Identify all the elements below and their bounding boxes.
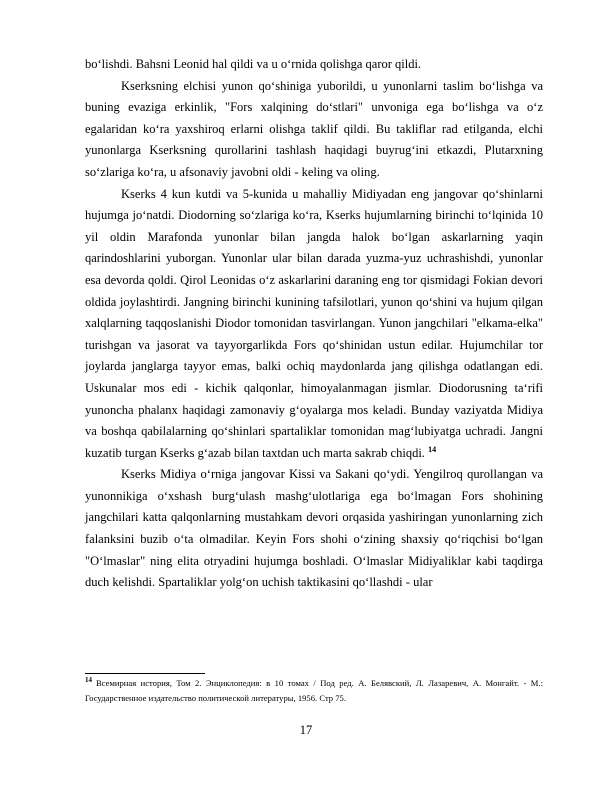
body-text [85, 54, 543, 594]
footnote-reference[interactable]: 14 [428, 444, 437, 454]
paragraph-3-text: Kserks 4 kun kutdi va 5-kunida u mahalliy Midiyadan eng jangovar qo‘shinlarni hujumga jo‘natdi. Diodorning so‘zlariga ko‘ra, Kserks hujumlarning birinchi to‘lqinida 10 yil oldin Marafonda yunonlar bilan jangda halok bo‘lgan askarlarning yaqin qarindoshlarini yuborgan. Yunonlar ular bilan darada yuzma-yuz uchrashishdi, yunonlar esa devorda qoldi. Qirol Leonidas o‘z askarlarini daraning eng tor qismidagi Fokian devori oldida joylashtirdi. Jangning birinchi kunining tafsilotlari, yunon qo‘shini va hujum qilgan xalqlarning taqqoslanishi Diodor tomonidan tasvirlangan. Yunon jangchilari "elkama-elka" turishgan va jasorat va tayyorgarlikda Fors qo‘shinidan ustun edilar. Hujumchilar tor joylarda janglarga tayyor emas, balki ochiq maydonlarda jang qilishga odatlangan edi. Uskunalar mos edi - kichik qalqonlar, himoyalanmagan jismlar. Diodorusning ta‘rifi yunoncha phalanx haqidagi zamonaviy g‘oyalarga mos keladi. Bunday vaziyatda Midiya va boshqa qabilalarning qo‘shinlari spartaliklar tomonidan mag‘lubiyatga uchradi. Jangni kuzatib turgan Kserks g‘azab bilan taxtdan uch marta sakrab chiqdi. [85, 186, 543, 460]
footnote-number: 14 [85, 676, 92, 685]
footnote [85, 676, 543, 706]
paragraph-2: Kserksning elchisi yunon qo‘shiniga yuborildi, u yunonlarni taslim bo‘lishga va buning evaziga erkinlik, "Fors xalqining do‘stlari" unvoniga ega bo‘lishga va o‘z egalaridan ko‘ra yaxshiroq erlarni olishga taklif qildi. Bu takliflar rad etilganda, elchi yunonlarga Kserksning qurollarini tashlash haqidagi buyrug‘ini etkazdi, Plutarxning so‘zlariga ko‘ra, u afsonaviy javobni oldi - keling va oling. [85, 78, 543, 179]
footnote-text: Всемирная история, Том 2. Энциклопедия: в 10 томах / Под ред. А. Белявский, Л. Лазаревич, А. Монгайт. - М.: Государственное издательство политической литературы, 1956. Стр 75. [85, 678, 543, 703]
footnote-separator [85, 673, 205, 674]
paragraph-3 [85, 184, 543, 465]
page-number: 17 [299, 723, 313, 737]
paragraph-4: Kserks Midiya o‘rniga jangovar Kissi va Sakani qo‘ydi. Yengilroq qurollangan va yunonnikiga o‘xshash burg‘ulash mashg‘ulotlariga ega bo‘lmagan Fors shohining jangchilari katta qalqonlarning mustahkam devori orqasida yashiringan yunonlarning zich falanksini buzib o‘ta olmadilar. Keyin Fors shohi o‘zining shaxsiy qo‘riqchisi bo‘lgan "O‘lmaslar" ning elita otryadini hujumga boshladi. O‘lmaslar Midiyaliklar kabi taqdirga duch kelishdi. Spartaliklar yolg‘on uchish taktikasini qo‘llashdi - ular [85, 467, 543, 590]
paragraph-1: bo‘lishdi. Bahsni Leonid hal qildi va u o‘rnida qolishga qaror qildi. [85, 57, 422, 71]
